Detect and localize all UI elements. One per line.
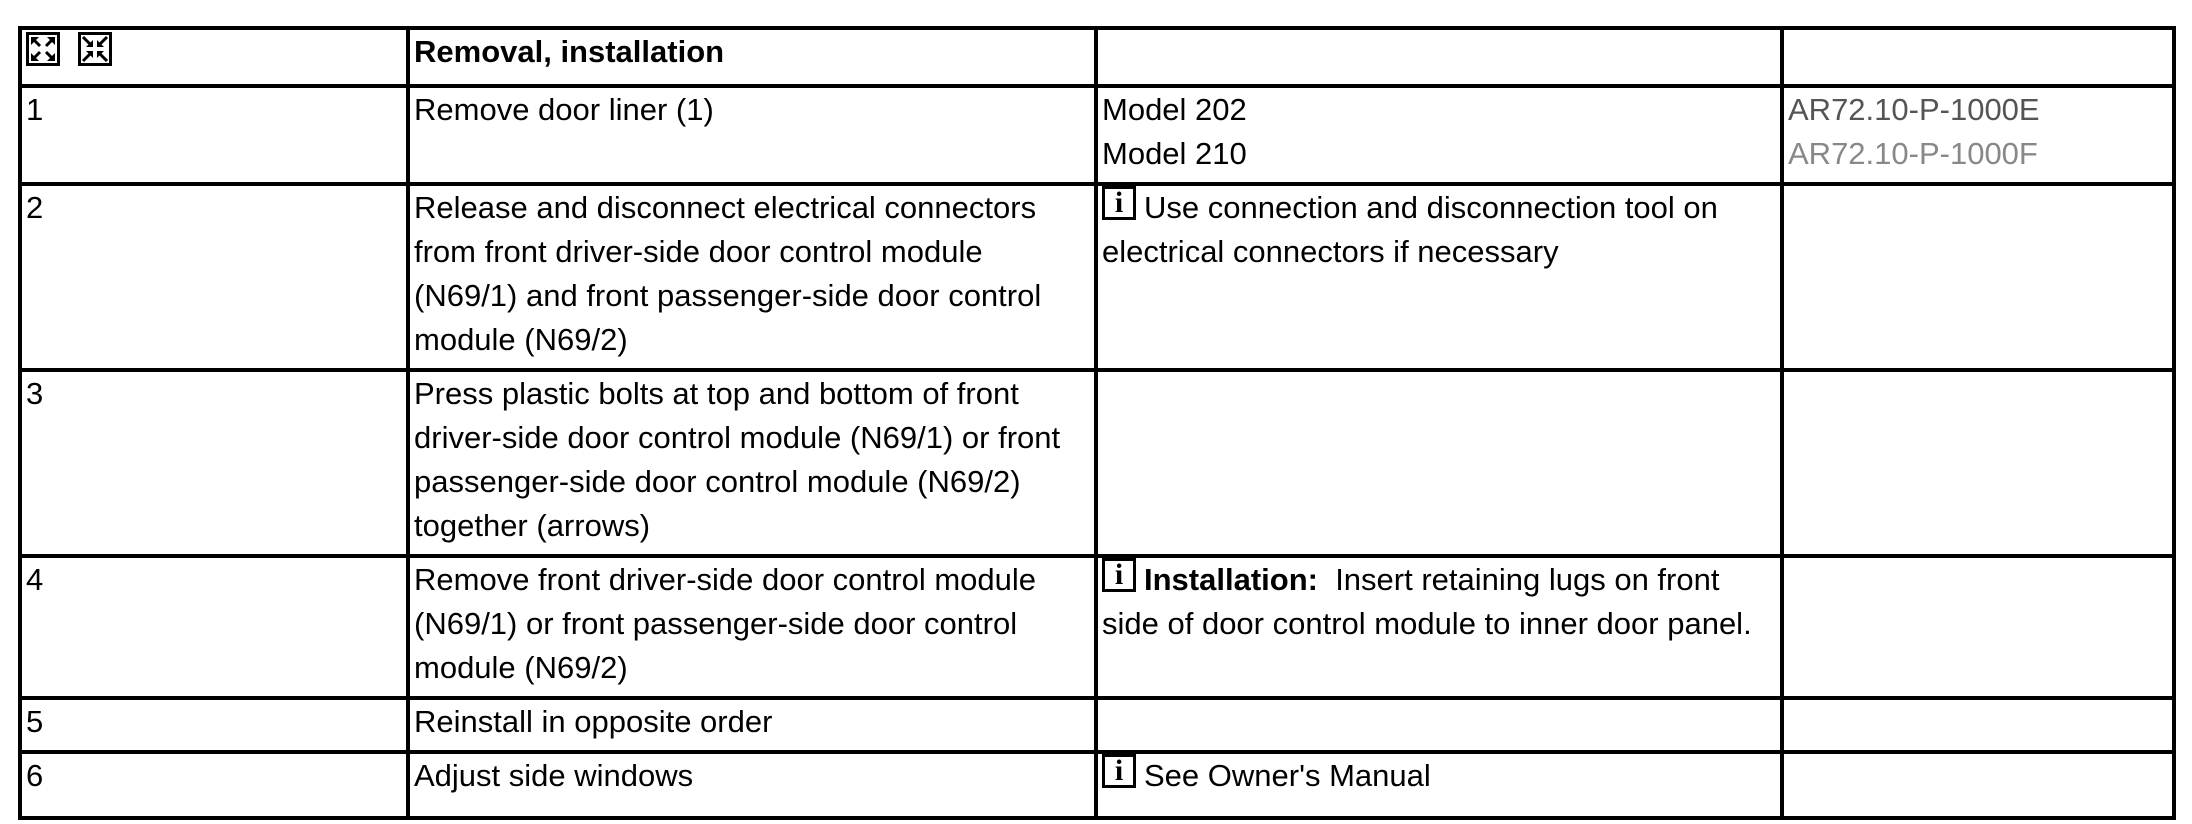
step-action: Reinstall in opposite order [408,698,1096,752]
table-row [20,752,2174,818]
section-title: Removal, installation [408,28,1096,86]
step-reference [1782,698,2174,752]
step-number: 6 [20,752,408,818]
step-number: 1 [20,86,408,184]
step-note [1096,86,1782,184]
table-row [20,370,2174,556]
step-number: 4 [20,556,408,698]
step-number: 5 [20,698,408,752]
step-note [1096,698,1782,752]
note-text: Insert retaining lugs on front side of door control module to inner door panel. [1102,562,1752,641]
step-note [1096,556,1782,698]
step-action: Press plastic bolts at top and bottom of front driver-side door control module (N69/1) or front passenger-side door control module (N69/2) together (arrows) [408,370,1096,556]
info-icon: i [1102,186,1136,220]
model-label: Model 210 [1102,136,1247,171]
reference-link[interactable]: AR72.10-P-1000E [1788,92,2040,127]
table-row [20,698,2174,752]
collapse-icon[interactable] [78,32,112,66]
table-header-row [20,28,2174,86]
procedure-sheet [18,26,2176,820]
info-icon: i [1102,754,1136,788]
reference-link[interactable]: AR72.10-P-1000F [1788,136,2038,171]
info-icon: i [1102,558,1136,592]
step-number: 2 [20,184,408,370]
step-reference [1782,86,2174,184]
note-label: Installation: [1144,562,1318,597]
table-row [20,86,2174,184]
step-reference [1782,184,2174,370]
expand-icon[interactable] [26,32,60,66]
step-action: Remove front driver-side door control module (N69/1) or front passenger-side door control module (N69/2) [408,556,1096,698]
model-label: Model 202 [1102,92,1247,127]
step-note [1096,370,1782,556]
step-note [1096,752,1782,818]
step-action: Adjust side windows [408,752,1096,818]
step-action: Release and disconnect electrical connectors from front driver-side door control module (N69/1) and front passenger-side door control module (N69/2) [408,184,1096,370]
procedure-table [18,26,2176,820]
table-row [20,556,2174,698]
step-reference [1782,752,2174,818]
note-text: See Owner's Manual [1144,758,1431,793]
step-note [1096,184,1782,370]
header-empty-cell [1096,28,1782,86]
step-reference [1782,556,2174,698]
header-icon-cell [20,28,408,86]
header-empty-cell [1782,28,2174,86]
note-text: Use connection and disconnection tool on electrical connectors if necessary [1102,190,1718,269]
step-number: 3 [20,370,408,556]
step-reference [1782,370,2174,556]
step-action: Remove door liner (1) [408,86,1096,184]
table-row [20,184,2174,370]
